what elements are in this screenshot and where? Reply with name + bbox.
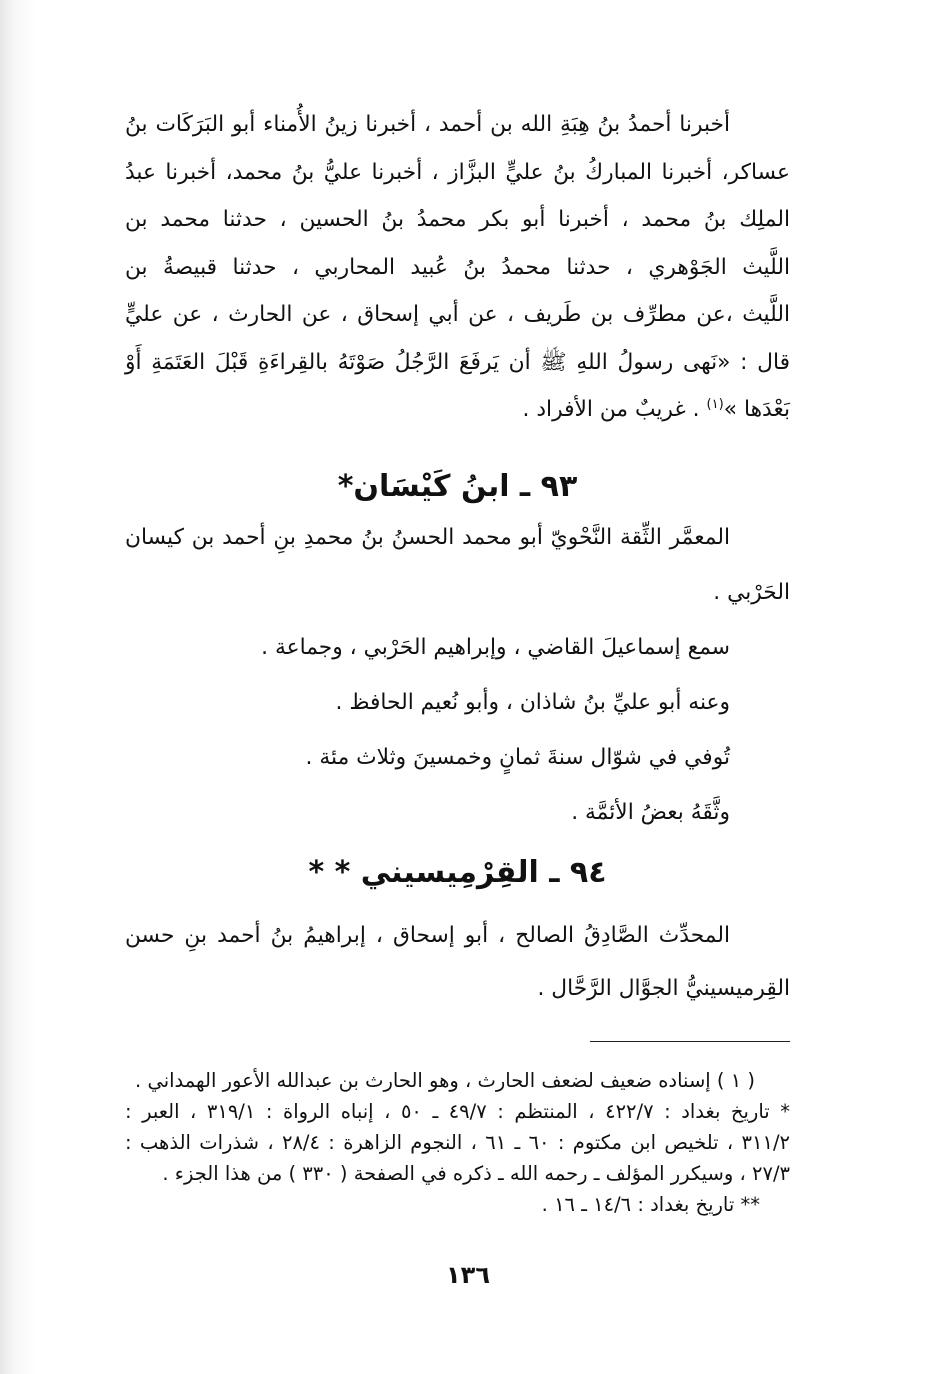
text-line: عساكر، أخبرنا المباركُ بنُ عليٍّ البزَّاز ، أخبرنا عليُّ بنُ محمد، أخبرنا عبدُ: [125, 159, 790, 185]
text-line: وثَّقَهُ بعضُ الأئمَّة .: [571, 799, 730, 825]
text-line: قال : «نَهى رسولُ اللهِ ﷺ أن يَرفَعَ الرَّجُلُ صَوْتَهُ بالقِراءَةِ قَبْلَ العَتَمَةِ أَوْ: [125, 349, 790, 375]
text-line: أخبرنا أحمدُ بنُ هِبَةِ الله بن أحمد ، أخبرنا زينُ الأُمناء أبو البَرَكَات بنُ: [125, 112, 730, 137]
text-line: سمع إسماعيلَ القاضي ، وإبراهيم الحَرْبي ، وجماعة .: [261, 634, 730, 660]
text-line: اللَّيث الجَوْهري ، حدثنا محمدُ بنُ عُبيد المحاربي ، حدثنا قبيصةُ بن: [125, 254, 790, 280]
entry-heading: ٩٤ ـ القِرْمِيسيني * *: [308, 855, 607, 890]
text-line: تُوفي في شوّال سنةَ ثمانٍ وخمسينَ وثلاث مئة .: [305, 744, 730, 770]
text-line: الحَرْبي .: [713, 579, 790, 605]
main-text: [125, 101, 790, 434]
footnote-line: ٢٧/٣ ، وسيكرر المؤلف ـ رحمه الله ـ ذكره في الصفحة ( ٣٣٠ ) من هذا الجزء .: [162, 1161, 790, 1185]
text-line: المحدِّث الصَّادِقُ الصالح ، أبو إسحاق ، إبراهيمُ بنُ أحمد بنِ حسن: [125, 922, 730, 948]
text-fragment: بَعْدَها »: [723, 397, 790, 422]
text-line: [125, 386, 790, 434]
text-line: وعنه أبو عليِّ بنُ شاذان ، وأبو نُعيم الحافظ .: [335, 689, 730, 715]
text-line: القِرميسينيُّ الجوَّال الرَّحَّال .: [537, 975, 790, 1001]
footnote-marker: (١): [706, 396, 724, 412]
footnote-line: ( ١ ) إسناده ضعيف لضعف الحارث ، وهو الحارث بن عبدالله الأعور الهمداني .: [135, 1068, 755, 1092]
footnote-separator: [590, 1041, 790, 1042]
footnotes: [125, 1065, 790, 1220]
footnote-line: ** تاريخ بغداد : ١٤/٦ ـ ١٦ .: [541, 1192, 760, 1216]
footnote-line: ٣١١/٢ ، تلخيص ابن مكتوم : ٦٠ ـ ٦١ ، النجوم الزاهرة : ٢٨/٤ ، شذرات الذهب :: [125, 1130, 790, 1154]
text-line: الملِك بنُ محمد ، أخبرنا أبو بكر محمدُ بنُ الحسين ، حدثنا محمد بن: [125, 207, 790, 232]
text-line: اللَّيث ،عن مطرِّف بن طَريف ، عن أبي إسحاق ، عن الحارث ، عن عليٍّ: [125, 302, 790, 327]
text-line: المعمَّر الثِّقة النَّحْويّ أبو محمد الحسنُ بنُ محمدِ بنِ أحمد بن كيسان: [125, 524, 730, 550]
entry-body: [125, 510, 790, 840]
page-number: ١٣٦: [446, 1261, 490, 1289]
entry-body: [125, 909, 790, 1015]
text-fragment: . غريبٌ من الأفراد .: [522, 397, 707, 422]
footnote-line: * تاريخ بغداد : ٤٢٢/٧ ، المنتظم : ٤٩/٧ ـ ٥٠ ، إنباه الرواة : ٣١٩/١ ، العبر :: [125, 1099, 790, 1123]
entry-heading: ٩٣ ـ ابنُ كَيْسَان*: [337, 469, 578, 504]
